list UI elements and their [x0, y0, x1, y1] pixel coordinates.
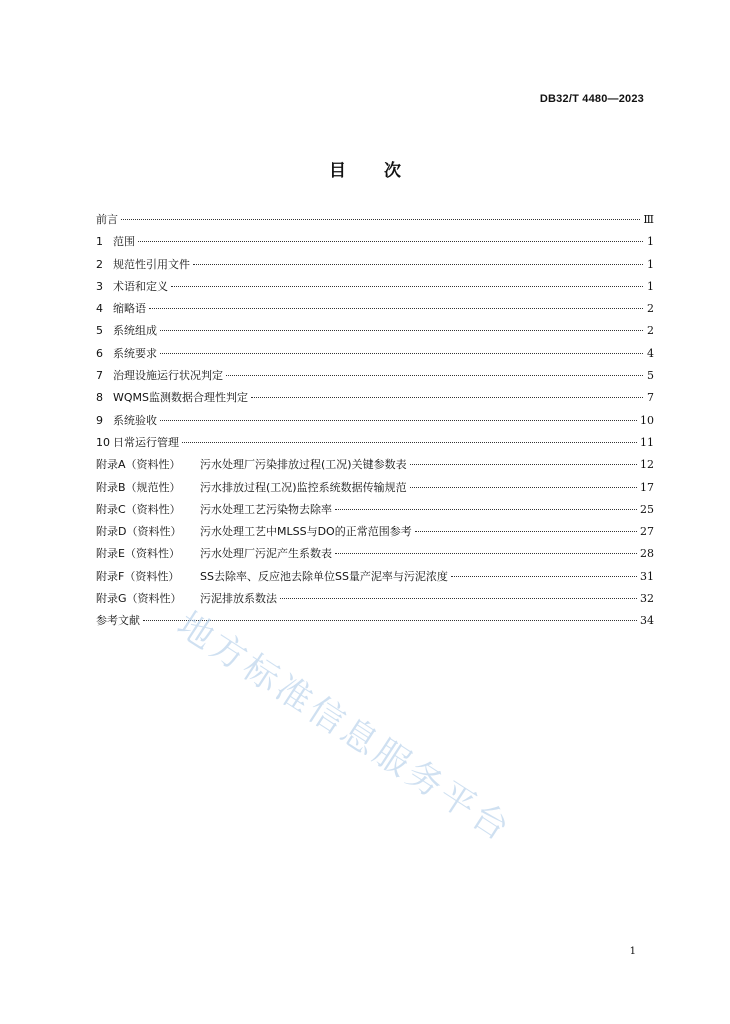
toc-leader-dots [410, 487, 637, 488]
toc-entry[interactable] [96, 458, 654, 480]
toc-entry-title: 系统组成 [113, 324, 157, 338]
toc-entry-title: SS去除率、反应池去除单位SS量产泥率与污泥浓度 [200, 569, 448, 583]
toc-entry[interactable] [96, 369, 654, 391]
page-title [0, 156, 730, 181]
toc-entry-label [96, 592, 277, 606]
toc-leader-dots [335, 509, 637, 510]
toc-entry-label [96, 570, 448, 584]
toc-entry-appendix: 附录E（资料性） [96, 547, 180, 561]
toc-entry-appendix: 附录B（规范性） [96, 480, 181, 494]
toc-entry-page: 10 [640, 413, 654, 427]
toc-entry-page: 12 [640, 458, 654, 472]
toc-entry-number: 2 [96, 257, 103, 271]
toc-entry-label [96, 414, 157, 428]
toc-entry-number: 5 [96, 324, 103, 338]
toc-entry-title: 日常运行管理 [113, 435, 179, 449]
toc-leader-dots [160, 330, 643, 331]
toc-leader-dots [451, 576, 637, 577]
toc-entry-page: 5 [647, 369, 654, 383]
toc-entry-page: 1 [647, 279, 654, 293]
toc-entry-page: 27 [640, 525, 654, 539]
toc-entry[interactable] [96, 324, 654, 346]
toc-leader-dots [171, 286, 643, 287]
toc-entry[interactable] [96, 481, 654, 503]
toc-entry[interactable] [96, 503, 654, 525]
toc-entry-page: 34 [640, 614, 654, 628]
toc-entry-page: 2 [647, 302, 654, 316]
toc-entry[interactable] [96, 235, 654, 257]
toc-entry[interactable] [96, 614, 654, 636]
toc-entry-label [96, 458, 407, 472]
toc-leader-dots [143, 620, 637, 621]
toc-entry-number: 7 [96, 369, 103, 383]
toc-entry[interactable] [96, 525, 654, 547]
toc-entry-number: 6 [96, 346, 103, 360]
toc-entry[interactable] [96, 302, 654, 324]
toc-leader-dots [335, 553, 637, 554]
toc-entry-label [96, 481, 407, 495]
toc-entry[interactable] [96, 280, 654, 302]
toc-entry[interactable] [96, 347, 654, 369]
toc-entry-label [96, 436, 179, 450]
toc-entry-appendix: 附录D（资料性） [96, 525, 182, 539]
toc-entry-page: 32 [640, 592, 654, 606]
toc-entry-label [96, 213, 118, 227]
toc-entry-number: 9 [96, 413, 103, 427]
toc-entry[interactable] [96, 547, 654, 569]
toc-entry-label [96, 235, 135, 249]
toc-entry-appendix: 附录A（资料性） [96, 458, 181, 472]
toc-leader-dots [415, 531, 637, 532]
toc-entry-appendix: 附录F（资料性） [96, 569, 180, 583]
toc-entry-label [96, 503, 332, 517]
toc-entry-page: 7 [647, 391, 654, 405]
toc-entry-page: 1 [647, 235, 654, 249]
toc-entry[interactable] [96, 436, 654, 458]
toc-entry-title: 范围 [113, 235, 135, 249]
toc-entry-title: 系统要求 [113, 346, 157, 360]
watermark: 地方标准信息服务平台 [169, 604, 519, 851]
toc-entry-title: 污水处理厂污染排放过程(工况)关键参数表 [200, 458, 407, 472]
toc-entry-title: 参考文献 [96, 614, 140, 628]
toc-entry-label [96, 614, 140, 628]
toc-leader-dots [121, 219, 640, 220]
toc-leader-dots [251, 397, 643, 398]
toc-entry-title: 缩略语 [113, 302, 146, 316]
toc-entry-label [96, 280, 168, 294]
toc-entry-appendix: 附录C（资料性） [96, 502, 181, 516]
toc-entry-number: 3 [96, 279, 103, 293]
toc-leader-dots [138, 241, 643, 242]
table-of-contents [96, 213, 654, 637]
title-char-1: 目 [329, 161, 346, 181]
toc-entry-page: 28 [640, 547, 654, 561]
title-char-2: 次 [384, 161, 401, 181]
toc-entry[interactable] [96, 213, 654, 235]
toc-entry[interactable] [96, 391, 654, 413]
toc-leader-dots [160, 420, 637, 421]
toc-entry-title: 污水处理工艺污染物去除率 [200, 502, 332, 516]
toc-entry-page: 11 [640, 435, 654, 449]
toc-entry-label [96, 347, 157, 361]
toc-entry-appendix: 附录G（资料性） [96, 592, 182, 606]
toc-entry-title: 污水处理厂污泥产生系数表 [200, 547, 332, 561]
toc-entry-title: 治理设施运行状况判定 [113, 369, 223, 383]
toc-entry-page: 2 [647, 324, 654, 338]
toc-entry-page: 17 [640, 480, 654, 494]
toc-entry-title: 术语和定义 [113, 279, 168, 293]
toc-leader-dots [182, 442, 637, 443]
toc-leader-dots [226, 375, 643, 376]
toc-entry-label [96, 258, 190, 272]
toc-entry-title: WQMS监测数据合理性判定 [113, 391, 249, 405]
toc-entry-label [96, 369, 223, 383]
toc-entry-label [96, 324, 157, 338]
toc-entry-title: 污水排放过程(工况)监控系统数据传输规范 [200, 480, 407, 494]
toc-entry[interactable] [96, 258, 654, 280]
toc-entry-label [96, 391, 248, 405]
toc-leader-dots [193, 264, 643, 265]
toc-leader-dots [149, 308, 643, 309]
toc-entry[interactable] [96, 592, 654, 614]
page-number: 1 [629, 946, 636, 957]
toc-entry-label [96, 547, 332, 561]
toc-entry-label [96, 525, 412, 539]
toc-entry-title: 系统验收 [113, 413, 157, 427]
toc-entry-number: 10 [96, 435, 110, 449]
toc-entry-page: 4 [647, 346, 654, 360]
document-code: DB32/T 4480—2023 [539, 93, 644, 105]
toc-leader-dots [410, 464, 637, 465]
toc-entry-number: 8 [96, 391, 103, 405]
toc-entry-number: 1 [96, 235, 103, 249]
toc-leader-dots [160, 353, 643, 354]
toc-entry-page: 31 [640, 569, 654, 583]
toc-entry-number: 4 [96, 302, 103, 316]
toc-entry-title: 污水处理工艺中MLSS与DO的正常范围参考 [200, 525, 412, 539]
toc-leader-dots [280, 598, 637, 599]
toc-entry-title: 规范性引用文件 [113, 257, 190, 271]
toc-entry-page: 1 [647, 257, 654, 271]
toc-entry-title: 前言 [96, 213, 118, 226]
toc-entry-page: 25 [640, 502, 654, 516]
toc-entry[interactable] [96, 414, 654, 436]
toc-entry-title: 污泥排放系数法 [200, 592, 277, 606]
toc-entry-page: Ⅲ [643, 213, 654, 226]
toc-entry[interactable] [96, 570, 654, 592]
toc-entry-label [96, 302, 146, 316]
